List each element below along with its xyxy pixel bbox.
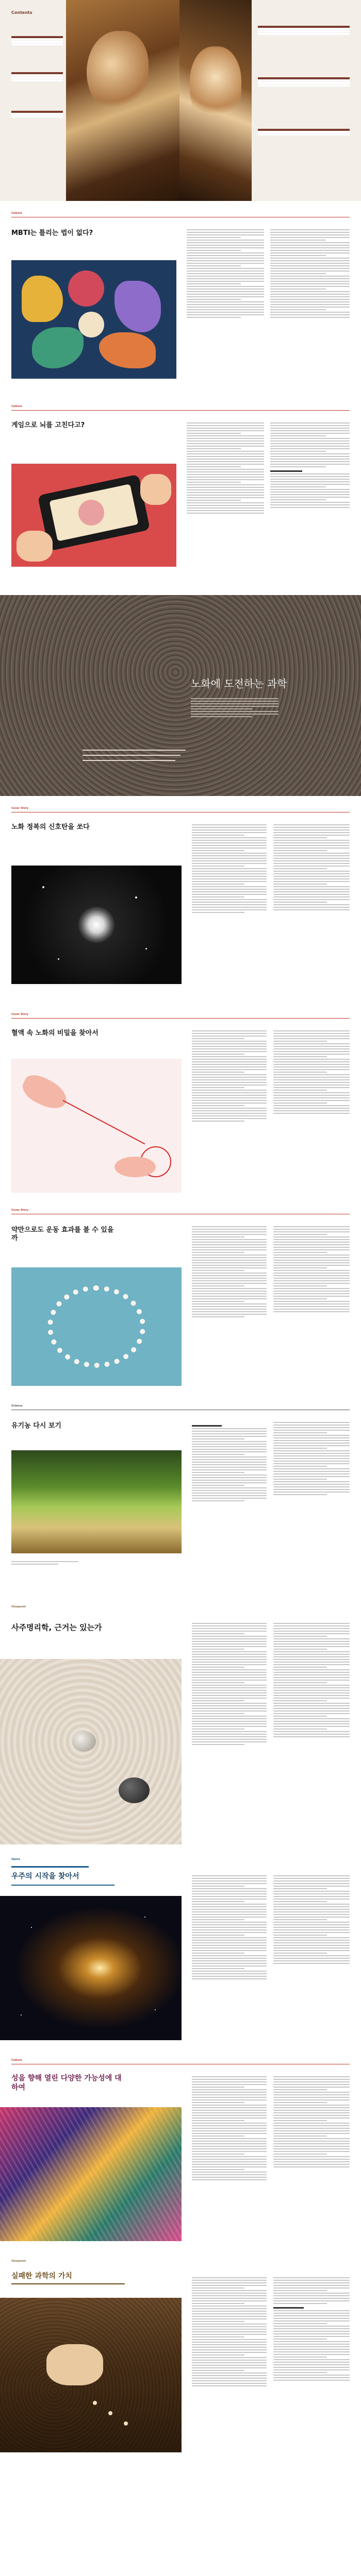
article-title: 유기농 다시 보기 [11, 1422, 61, 1430]
text-column [273, 1875, 350, 1965]
subtitle [11, 2283, 125, 2286]
caption [11, 1561, 78, 1566]
cover-story-opener [0, 595, 361, 796]
article-spread-game [0, 402, 361, 592]
cover-story-title: 노화에 도전하는 과학 [191, 677, 287, 690]
article-spread-failure [0, 2257, 361, 2452]
header-rule [11, 410, 350, 411]
article-title: 게임으로 뇌를 고친다고? [11, 421, 85, 429]
text-column [187, 422, 264, 515]
article-title: 성을 향해 열린 다양한 가능성에 대하여 [11, 2074, 122, 2092]
contents-spread [0, 0, 361, 201]
article-title: MBTI는 틀리는 법이 없다? [11, 229, 93, 237]
kicker [11, 1866, 89, 1869]
toc-box-left-3 [11, 111, 63, 118]
cover-painting-right [179, 0, 252, 201]
text-column [273, 1226, 350, 1314]
text-column [192, 1030, 267, 1123]
text-column [273, 1623, 350, 1739]
text-column [192, 824, 267, 914]
article-spread-universe [0, 1855, 361, 2045]
text-column [192, 2277, 267, 2388]
running-header [11, 2260, 350, 2265]
article-title: 노화 정복의 신호탄을 쏘다 [11, 823, 90, 831]
article-spread-aging [0, 804, 361, 1005]
cover-story-list [83, 750, 196, 765]
toc-item[interactable] [11, 79, 63, 82]
section-label: Culture [11, 2059, 22, 2062]
toc-box-right-1 [258, 26, 350, 36]
text-column [273, 1030, 350, 1115]
article-spread-organic [0, 1401, 361, 1592]
zen-sand-image [0, 1659, 182, 1844]
text-column [192, 1623, 267, 1747]
running-header [11, 1013, 350, 1018]
section-label: Culture [11, 212, 22, 215]
text-column [273, 824, 350, 912]
article-title: 혈액 속 노화의 비밀을 찾아서 [11, 1029, 99, 1037]
toc-item[interactable] [258, 133, 350, 136]
text-column [192, 1226, 267, 1319]
article-title: 실패한 과학의 가치 [11, 2272, 72, 2280]
running-header [11, 1858, 350, 1863]
text-column [273, 1422, 350, 1497]
running-header [11, 1209, 350, 1214]
tree-rings-image [0, 595, 361, 796]
pill-bracelet-image [11, 1267, 182, 1386]
toc-box-right-3 [258, 129, 350, 136]
section-label: Cover Story [11, 807, 29, 810]
article-spread-gender [0, 2056, 361, 2246]
header-rule [11, 1018, 350, 1019]
article-spread-blood [0, 1010, 361, 1200]
running-header [11, 1605, 350, 1611]
intro-text [191, 698, 278, 719]
section-label: Cover Story [11, 1013, 29, 1016]
article-spread-saju [0, 1602, 361, 1850]
text-column [273, 2076, 350, 2169]
colorful-thread-image [0, 2107, 182, 2241]
toc-box-left-1 [11, 36, 63, 46]
text-column [187, 229, 264, 319]
article-spread-mbti [0, 209, 361, 397]
section-label: Science [11, 1404, 23, 1408]
mbti-illustration [11, 260, 176, 379]
contents-label: Contents [11, 10, 32, 15]
toc-box-right-2 [258, 77, 350, 87]
subtitle [11, 1885, 114, 1887]
text-column [270, 229, 350, 319]
article-spread-exercise [0, 1206, 361, 1396]
toc-item[interactable] [258, 84, 350, 87]
cover-painting-left [66, 0, 179, 201]
section-label: Cover Story [11, 1209, 29, 1212]
text-column [192, 2076, 267, 2182]
article-title: 사주명리학, 근거는 있는가 [11, 1623, 102, 1632]
running-header [11, 1404, 350, 1410]
field-image [11, 1450, 182, 1553]
text-column [273, 2277, 350, 2382]
section-label: Space [11, 1858, 20, 1861]
toc-item[interactable] [11, 43, 63, 46]
toc-item[interactable] [11, 115, 63, 118]
text-column [192, 1422, 267, 1503]
text-column [192, 1875, 267, 1981]
section-label: Culture [11, 405, 22, 408]
section-label: Viewpoint [11, 1605, 26, 1608]
galaxy-image [0, 1896, 182, 2040]
article-title: 우주의 시작을 찾아서 [11, 1872, 79, 1880]
running-header [11, 807, 350, 812]
soil-seedling-image [0, 2298, 182, 2452]
toc-item[interactable] [258, 33, 350, 36]
section-label: Viewpoint [11, 2260, 26, 2263]
text-column [270, 422, 350, 510]
phone-game-illustration [11, 464, 176, 567]
running-header [11, 405, 350, 410]
running-header [11, 212, 350, 217]
article-title: 약만으로도 운동 효과를 볼 수 있을까 [11, 1226, 114, 1243]
toc-box-left-2 [11, 72, 63, 82]
running-header [11, 2059, 350, 2064]
hands-illustration [11, 1059, 182, 1193]
dandelion-image [11, 866, 182, 984]
